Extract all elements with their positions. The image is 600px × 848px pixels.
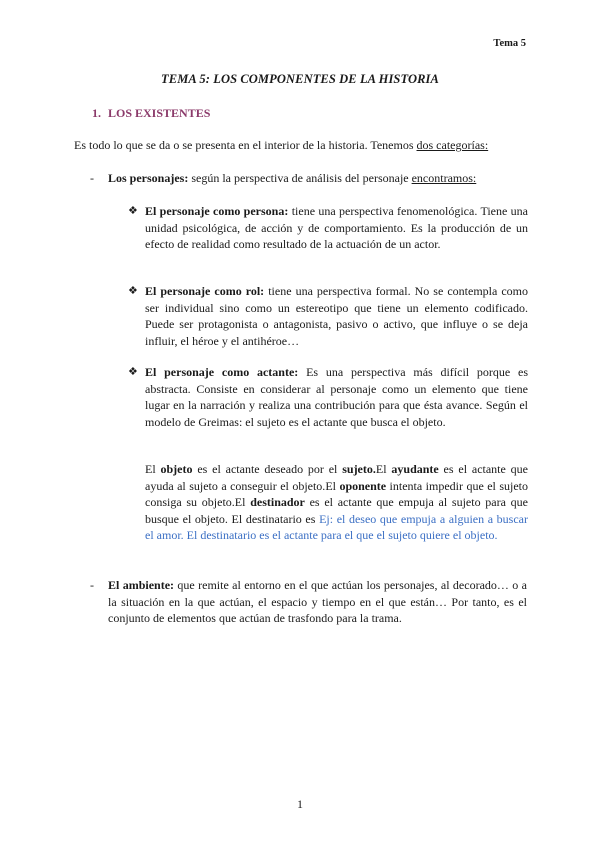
term-oponente: oponente (339, 478, 387, 493)
text-run: es el actante que ayuda al sujeto a conseguir el objeto. (145, 462, 528, 493)
text-run: El (234, 495, 251, 510)
text-run: es el actante deseado por el (192, 462, 343, 476)
bullet-label: El personaje como persona: (145, 204, 289, 218)
text-run: El (145, 462, 161, 476)
section-heading (92, 106, 210, 121)
ambiente-text: que remite al entorno en el que actúan los personajes, al decorado… o a la situación en la que actúan, el espacio y tiempo en el que están… Por tanto, es el conjunto de elementos que actúan de trasfondo para la trama. (108, 578, 527, 626)
bullet-persona (128, 203, 528, 253)
term-destinador: destinador (250, 495, 305, 510)
dash-marker: - (90, 171, 94, 185)
term-objeto: objeto (160, 462, 193, 476)
section-number: 1. (92, 106, 101, 120)
ambiente-label: El ambiente: (108, 578, 175, 592)
term-sujeto: sujeto. (342, 462, 376, 476)
bullet-text: tiene una perspectiva fenomenológica. Tiene una unidad psicológica, de acción y de comportamiento. Es la producción de un efecto de realidad como resultado de la actuación de un actor. (145, 204, 529, 252)
intro-underlined: dos categorías: (416, 138, 489, 152)
page-number: 1 (297, 797, 303, 811)
personajes-underlined: encontramos: (411, 171, 477, 185)
intro-paragraph (74, 138, 544, 153)
bullet-text: Es una perspectiva más difícil porque es abstracta. Consiste en considerar al personaje como un elemento que tiene lugar en la narración y realiza una contribución para que ésta avance. Según el modelo de Greimas: el sujeto es el actante que busca el objeto. (145, 365, 528, 429)
document-title: TEMA 5: LOS COMPONENTES DE LA HISTORIA (161, 72, 439, 86)
bullet-label: El personaje como actante: (145, 365, 299, 379)
diamond-bullet-icon: ❖ (128, 205, 138, 217)
diamond-bullet-icon: ❖ (128, 366, 138, 378)
text-run: es el actante que empuja al sujeto para que busque el objeto. El destinatario es (145, 495, 529, 526)
dash-marker: - (90, 578, 94, 592)
section-label: LOS EXISTENTES (108, 106, 211, 120)
blue-example-text: Ej: el deseo que empuja a alguien a buscar el amor. El destinatario es el actante para el que el sujeto quiere el objeto. (145, 511, 528, 543)
intro-text: Es todo lo que se da o se presenta en el interior de la historia. Tenemos (74, 138, 417, 152)
bullet-text: tiene una perspectiva formal. No se contempla como ser individual sino como un estereotipo que tiene un elemento codificado. Puede ser protagonista o antagonista, pasivo o activo, que influye o se deja influir, el héroe y el antihéroe… (145, 284, 529, 348)
bullet-actante (128, 364, 528, 430)
personajes-text: según la perspectiva de análisis del personaje (188, 171, 412, 185)
text-run: El (375, 462, 392, 476)
bullet-rol (128, 283, 528, 349)
page-header: Tema 5 (493, 38, 526, 49)
term-ayudante: ayudante (391, 462, 439, 476)
personajes-label: Los personajes: (108, 171, 189, 185)
actantes-paragraph (145, 461, 528, 544)
diamond-bullet-icon: ❖ (128, 285, 138, 297)
bullet-label: El personaje como rol: (145, 284, 265, 298)
text-run: El (325, 478, 340, 493)
text-run: intenta impedir que el sujeto consiga su objeto. (145, 478, 528, 510)
